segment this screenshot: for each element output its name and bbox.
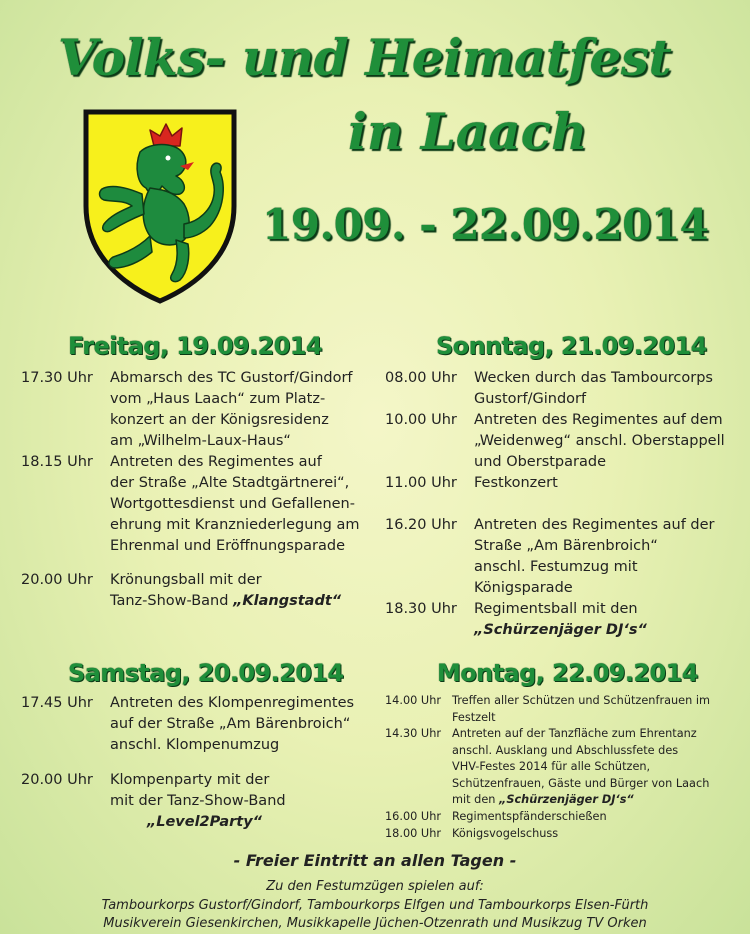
entry-time: 18.30 Uhr [385,601,457,617]
entry-time: 17.45 Uhr [21,695,93,711]
band-name: „Schürzenjäger DJ‘s“ [474,622,647,638]
sunday-heading: Sonntag, 21.09.2014 [436,332,707,360]
schedule-entry [385,693,745,726]
schedule-entry [385,410,745,473]
schedule-entry [385,809,745,826]
band-name: „Level2Party“ [146,814,262,830]
schedule-entry [385,599,745,641]
monday-heading: Montag, 22.09.2014 [437,659,698,687]
entry-time: 17.30 Uhr [21,370,93,386]
entry-description: Antreten des Klompenregimentes auf der Straße „Am Bärenbroich“ anschl. Klompenumzug [110,695,355,753]
entry-description: Abmarsch des TC Gustorf/Gindorf vom „Haus Laach“ zum Platz- konzert an der Königsresidenz am „Wilhelm-Laux-Haus“ [110,370,353,449]
schedule-entry [385,515,745,599]
entry-time: 16.00 Uhr [385,810,442,823]
entry-description [110,570,366,612]
schedule-entry [385,473,745,515]
schedule-entry [385,826,745,843]
band-name: „Klangstadt“ [233,593,342,609]
saturday-heading: Samstag, 20.09.2014 [68,659,344,687]
poster-title-location: in Laach [348,102,588,161]
friday-schedule [21,368,366,612]
entry-time: 10.00 Uhr [385,412,457,428]
entry-description [452,726,745,809]
festival-dates: 19.09. - 22.09.2014 [262,200,709,249]
entry-time: 20.00 Uhr [21,572,93,588]
entry-time: 14.30 Uhr [385,727,442,740]
poster-title: Volks- und Heimatfest [58,28,672,87]
entry-time: 20.00 Uhr [21,772,93,788]
schedule-entry [21,570,366,612]
schedule-entry [21,770,366,833]
sunday-schedule [385,368,745,641]
entry-text: Klompenparty mit der mit der Tanz-Show-Band [110,772,286,809]
schedule-entry [21,452,366,570]
entry-description: Antreten des Regimentes auf dem „Weidenweg“ anschl. Oberstappell und Oberstparade [474,412,725,470]
entry-text: Krönungsball mit der Tanz-Show-Band [110,572,262,609]
monday-schedule [385,693,745,842]
entry-description: Antreten des Regimentes auf der Straße „Alte Stadtgärtnerei“, Wortgottesdienst und Gefallenen- ehrung mit Kranzniederlegung am Ehrenmal und Eröffnungsparade [110,454,360,554]
entry-time: 16.20 Uhr [385,517,457,533]
entry-description: Treffen aller Schützen und Schützenfrauen im Festzelt [452,694,711,724]
entry-time: 14.00 Uhr [385,694,442,707]
band-name: „Schürzenjäger DJ‘s“ [499,793,634,806]
entry-text: Antreten auf der Tanzfläche zum Ehrentanz anschl. Ausklang und Abschlussfete des VHV-Festes 2014 für alle Schützen, Schützenfrauen, Gäste und Bürger von Laach mit den [452,727,710,806]
entry-description: Antreten des Regimentes auf der Straße „Am Bärenbroich“ anschl. Festumzug mit Königsparade [474,517,715,596]
entry-description: Wecken durch das Tambourcorps Gustorf/Gindorf [474,370,713,407]
entry-description [110,770,366,833]
entry-time: 18.15 Uhr [21,454,93,470]
schedule-entry [385,368,745,410]
entry-time: 18.00 Uhr [385,826,442,840]
saturday-schedule [21,693,366,833]
entry-description: Regimentspfänderschießen [452,810,607,823]
bands-intro: Zu den Festumzügen spielen auf: [266,879,484,894]
friday-heading: Freitag, 19.09.2014 [68,332,322,360]
entry-time: 08.00 Uhr [385,370,457,386]
coat-of-arms-lion-icon [80,106,240,306]
entry-description: Königsvogelschuss [452,826,559,840]
entry-time: 11.00 Uhr [385,475,457,491]
bands-list: Tambourkorps Gustorf/Gindorf, Tambourkorps Elfgen und Tambourkorps Elsen-Fürth Musikverein Giesenkirchen, Musikkapelle Jüchen-Otzenrath und Musikzug TV Orken [101,898,649,931]
schedule-entry [21,368,366,452]
free-entry-notice: - Freier Eintritt an allen Tagen - [233,851,517,870]
entry-description [474,599,745,641]
schedule-entry [21,693,366,770]
entry-text: Regimentsball mit den [474,601,638,617]
schedule-entry [385,726,745,809]
entry-description: Festkonzert [474,475,558,491]
